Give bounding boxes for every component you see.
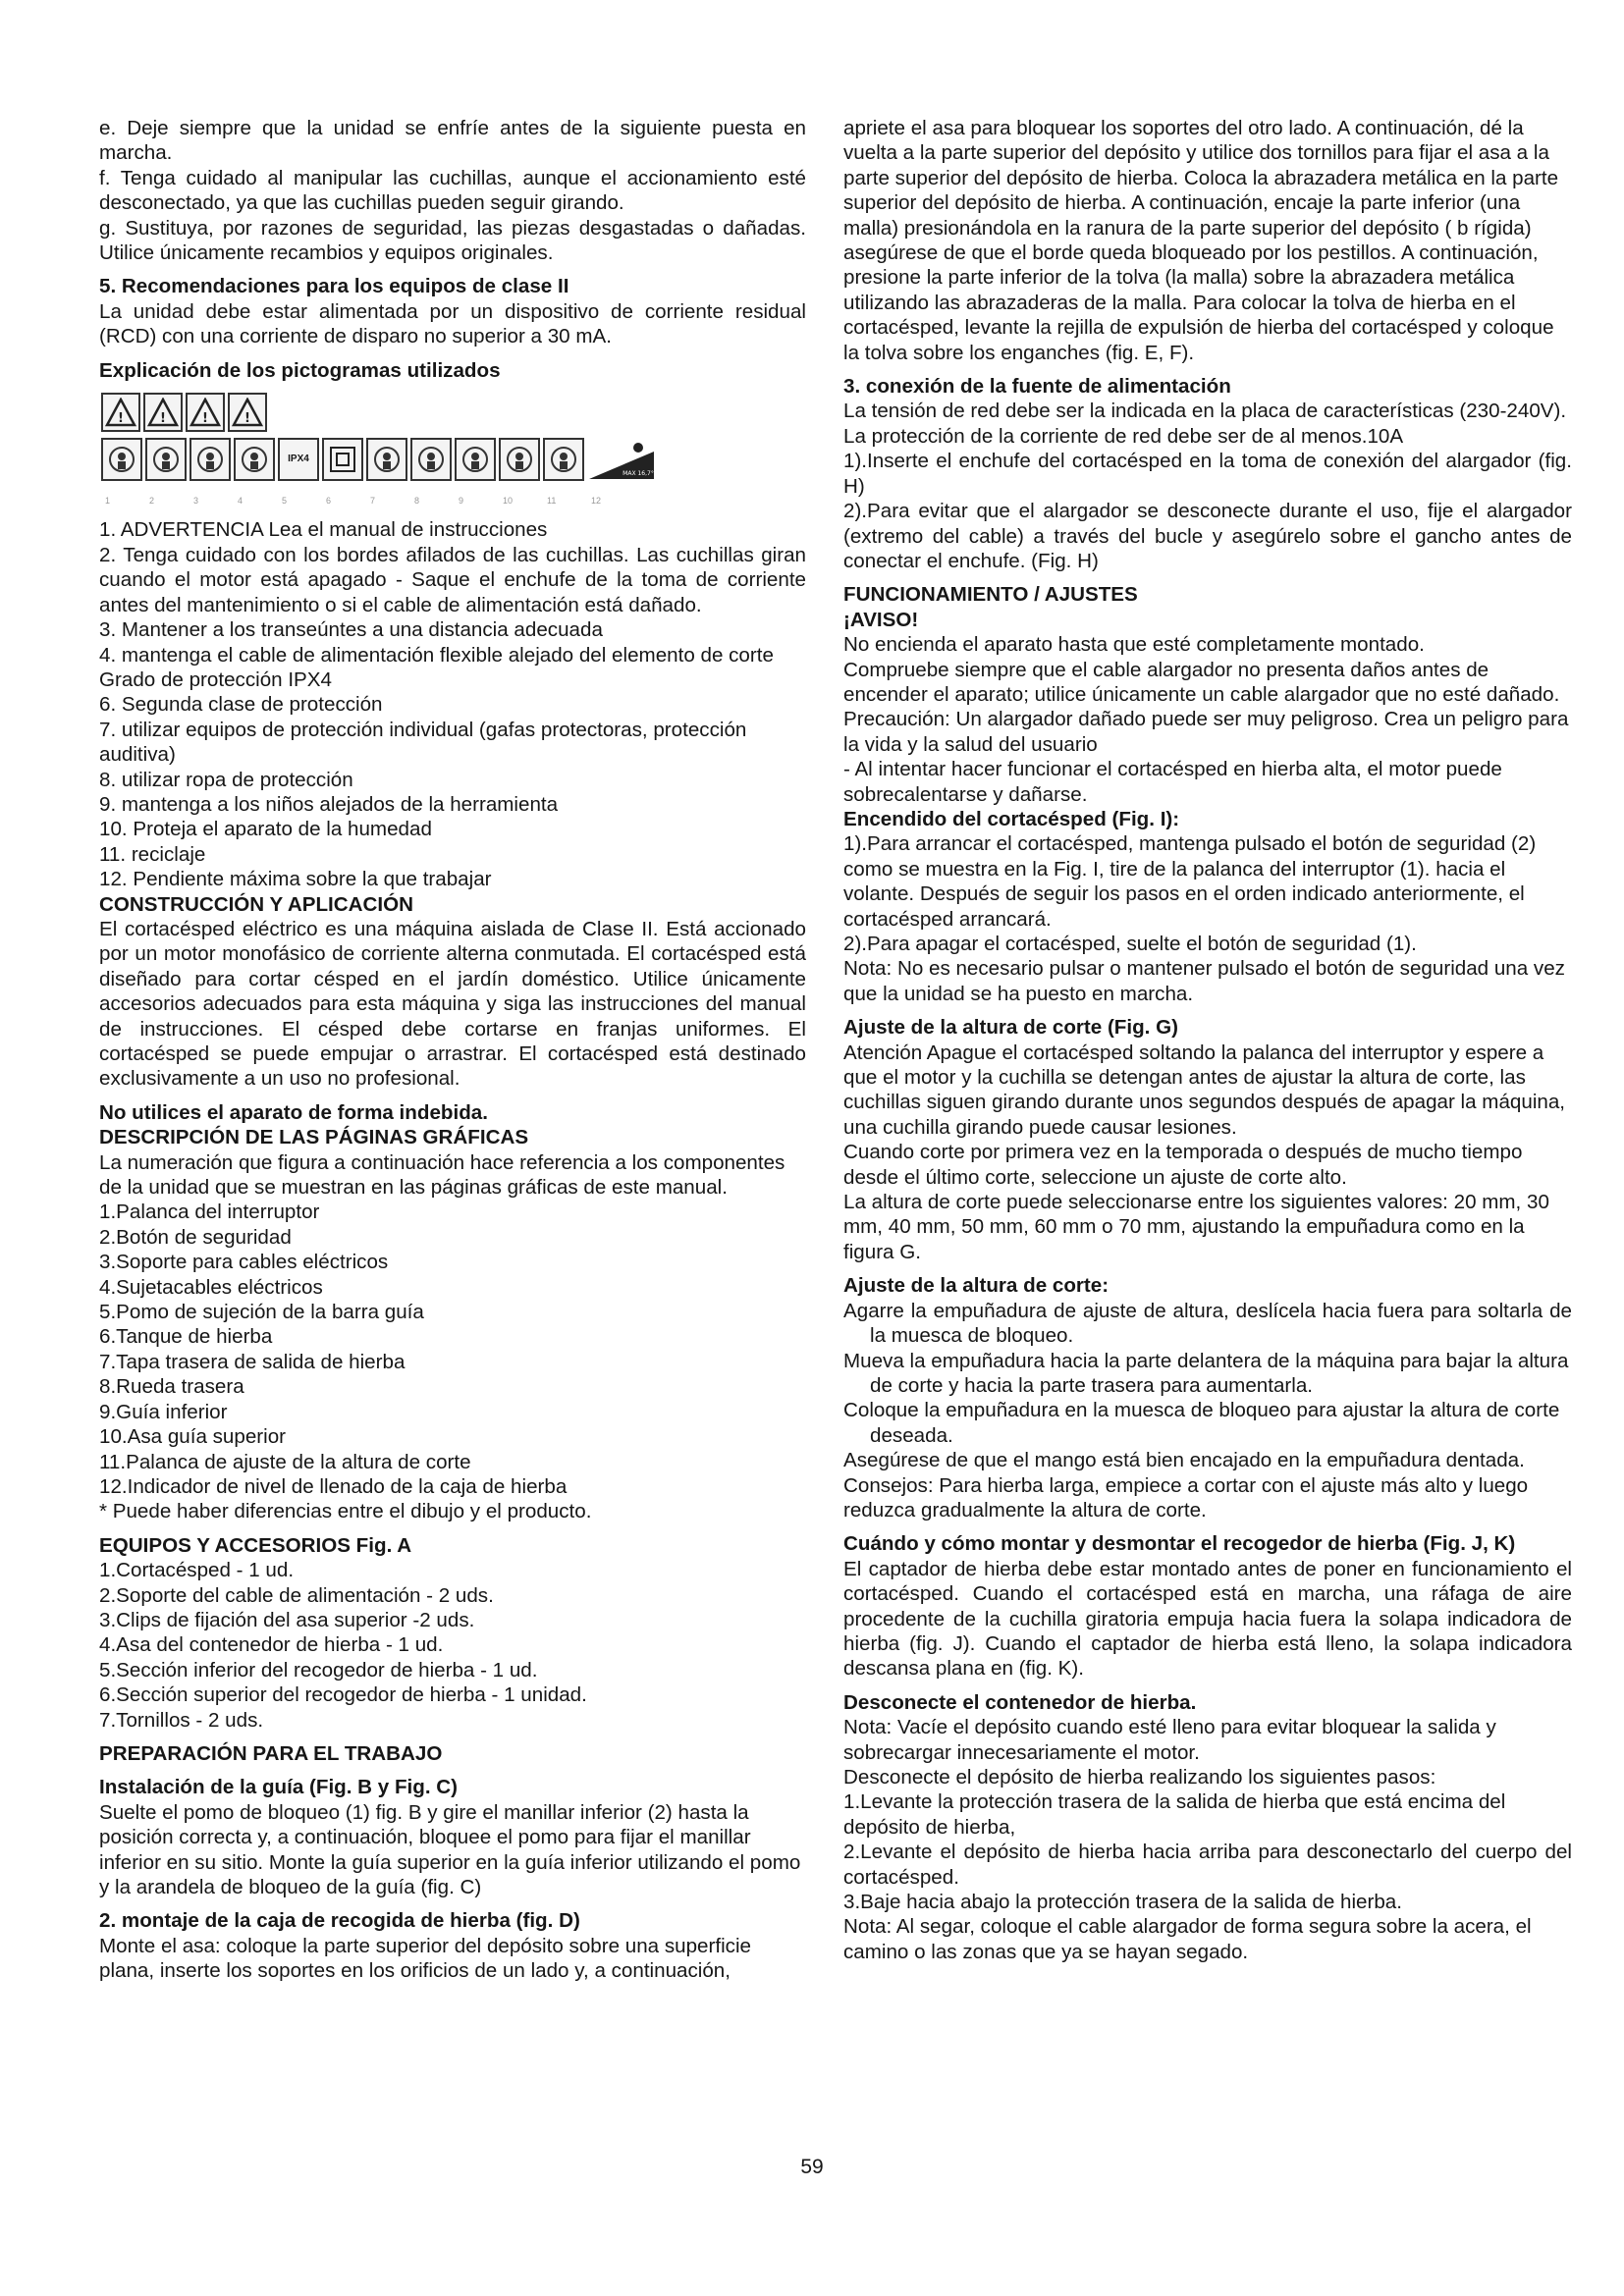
- ipx4-icon: IPX4: [278, 438, 319, 481]
- paragraph: Asegúrese de que el mango está bien encajado en la empuñadura dentada.: [843, 1449, 1525, 1472]
- paragraph: Precaución: Un alargador dañado puede ser muy peligroso. Crea un peligro para la vida y la salud del usuario: [843, 708, 1569, 756]
- paragraph: 11. reciclaje: [99, 842, 206, 866]
- section-heading: Ajuste de la altura de corte (Fig. G): [843, 1016, 1179, 1040]
- paragraph: Monte el asa: coloque la parte superior del depósito sobre una superficie plana, inserte los soportes en los orificios de un lado y, a continuación,: [99, 1934, 751, 1983]
- paragraph: 10.Asa guía superior: [99, 1425, 287, 1449]
- paragraph: 2.Soporte del cable de alimentación - 2 uds.: [99, 1583, 494, 1607]
- paragraph: 2.Botón de seguridad: [99, 1225, 292, 1249]
- paragraph: 6.Tanque de hierba: [99, 1325, 273, 1349]
- paragraph: 5.Sección inferior del recogedor de hierba - 1 ud.: [99, 1658, 538, 1682]
- section-heading: 2. montaje de la caja de recogida de hierba (fig. D): [99, 1909, 580, 1933]
- paragraph: Desconecte el depósito de hierba realizando los siguientes pasos:: [843, 1766, 1436, 1789]
- paragraph: La numeración que figura a continuación hace referencia a los componentes de la unidad que se muestran en las páginas gráficas de este manual.: [99, 1150, 785, 1200]
- paragraph: 3. Mantener a los transeúntes a una distancia adecuada: [99, 618, 603, 642]
- protective-clothing-icon: [410, 438, 452, 481]
- section-heading: Desconecte el contenedor de hierba.: [843, 1690, 1197, 1714]
- paragraph: La altura de corte puede seleccionarse entre los siguientes valores: 20 mm, 30 mm, 40 mm, 50 mm, 60 mm o 70 mm, ajustando la empuñadura como en la figura G.: [843, 1191, 1549, 1263]
- paragraph: 4. mantenga el cable de alimentación flexible alejado del elemento de corte: [99, 643, 774, 667]
- section-heading: No utilices el aparato de forma indebida.: [99, 1100, 488, 1124]
- paragraph: 7.Tapa trasera de salida de hierba: [99, 1350, 406, 1373]
- paragraph: 3.Soporte para cables eléctricos: [99, 1251, 389, 1274]
- paragraph: 1.Palanca del interruptor: [99, 1201, 320, 1224]
- paragraph: Compruebe siempre que el cable alargador no presenta daños antes de encender el aparato; utilice únicamente un cable alargador que no esté dañado.: [843, 658, 1560, 706]
- section-heading: 5. Recomendaciones para los equipos de clase II: [99, 275, 569, 298]
- paragraph: 11.Palanca de ajuste de la altura de corte: [99, 1450, 471, 1473]
- paragraph: 7. utilizar equipos de protección individual (gafas protectoras, protección auditiva): [99, 718, 747, 767]
- svg-text:!: !: [244, 411, 250, 427]
- pictogram-number: 5: [282, 496, 288, 507]
- paragraph: Mueva la empuñadura hacia la parte delantera de la máquina para bajar la altura de corte y hacia la parte trasera para aumentarla.: [843, 1349, 1569, 1397]
- paragraph: 2. Tenga cuidado con los bordes afilados de las cuchillas. Las cuchillas giran cuando el motor está apagado - Saque el enchufe de la toma de corriente antes del mantenimiento o si el cable de alimentación está dañado.: [99, 543, 806, 616]
- bystander-warning-icon: [186, 393, 225, 432]
- pictogram-number: 12: [591, 496, 602, 507]
- paragraph: apriete el asa para bloquear los soportes del otro lado. A continuación, dé la vuelta a la parte superior del depósito y utilice dos tornillos para fijar el asa a la parte superior del depósito de hierba. Coloca la abrazadera metálica en la parte superior del depósito de hierba. A continuación, encaje la parte inferior (una malla) presionándola en la ranura de la parte superior del depósito ( b rígida) asegúrese de que el borde queda bloqueado por los pestillos. A continuación, presione la parte inferior de la tolva (la malla) sobre la abrazadera metálica utilizando las abrazaderas de la malla. Para colocar la tolva de hierba en el cortacésped, levante la rejilla de expulsión de hierba del cortacésped y coloque la tolva sobre los enganches (fig. E, F).: [843, 117, 1559, 364]
- keep-children-away-icon: [455, 438, 496, 481]
- paragraph: g. Sustituya, por razones de seguridad, las piezas desgastadas o dañadas. Utilice únicamente recambios y equipos originales.: [99, 216, 806, 265]
- paragraph: - Al intentar hacer funcionar el cortacésped en hierba alta, el motor puede sobrecalentarse y dañarse.: [843, 758, 1502, 806]
- pictogram-number: 4: [238, 496, 244, 507]
- paragraph: Nota: Vacíe el depósito cuando esté lleno para evitar bloquear la salida y sobrecargar innecesariamente el motor.: [843, 1716, 1496, 1764]
- left-column: [99, 116, 806, 1984]
- paragraph: 1).Para arrancar el cortacésped, mantenga pulsado el botón de seguridad (2) como se muestra en la Fig. I, tire de la palanca del interruptor (1). hacia el volante. Después de seguir los pasos en el orden indicado anteriormente, el cortacésped arrancará.: [843, 832, 1537, 931]
- paragraph: 8.Rueda trasera: [99, 1375, 244, 1399]
- cable-icon: [234, 438, 275, 481]
- paragraph: 1. ADVERTENCIA Lea el manual de instrucciones: [99, 518, 548, 542]
- svg-text:!: !: [202, 411, 208, 427]
- section-heading: Encendido del cortacésped (Fig. I):: [843, 807, 1180, 830]
- paragraph: 9. mantenga a los niños alejados de la herramienta: [99, 792, 559, 816]
- pictogram-number: 7: [370, 496, 376, 507]
- paragraph: La tensión de red debe ser la indicada en la placa de características (230-240V). La protección de la corriente de red debe ser de al menos.10A: [843, 400, 1567, 448]
- pictogram-number: 6: [326, 496, 332, 507]
- paragraph: La unidad debe estar alimentada por un dispositivo de corriente residual (RCD) con una corriente de disparo no superior a 30 mA.: [99, 299, 806, 348]
- paragraph: El captador de hierba debe estar montado antes de poner en funcionamiento el cortacésped. Cuando el cortacésped está en marcha, una ráfaga de aire procedente de la cuchilla giratoria empuja hacia fuera la solapa indicadora de hierba (fig. J). Cuando el captador de hierba está lleno, la solapa indicadora descansa plana en (fig. K).: [843, 1557, 1572, 1681]
- blade-hazard-icon: [145, 438, 187, 481]
- paragraph: 5.Pomo de sujeción de la barra guía: [99, 1301, 424, 1324]
- manual-icon: [101, 438, 142, 481]
- section-heading: ¡AVISO!: [843, 608, 919, 631]
- pictogram-number: 1: [105, 496, 111, 507]
- page-number: 59: [800, 2156, 824, 2178]
- paragraph: e. Deje siempre que la unidad se enfríe antes de la siguiente puesta en marcha.: [99, 117, 806, 165]
- eye-ear-protection-icon: [366, 438, 407, 481]
- section-heading: EQUIPOS Y ACCESORIOS Fig. A: [99, 1533, 412, 1557]
- max-slope-icon: [587, 438, 656, 481]
- paragraph: 4.Sujetacables eléctricos: [99, 1275, 323, 1299]
- svg-text:MAX 16,7°: MAX 16,7°: [623, 470, 654, 478]
- paragraph: 2).Para evitar que el alargador se desconecte durante el uso, fije el alargador (extremo del cable) a través del bucle y asegúrelo sobre el gancho antes de conectar el enchufe. (Fig. H): [843, 500, 1572, 572]
- paragraph: 7.Tornillos - 2 uds.: [99, 1708, 264, 1732]
- paragraph: Suelte el pomo de bloqueo (1) fig. B y gire el manillar inferior (2) hasta la posición correcta y, a continuación, bloquee el pomo para fijar el manillar inferior en su sitio. Monte la guía superior en la guía inferior utilizando el pomo y la arandela de bloqueo de la guía (fig. C): [99, 1800, 801, 1898]
- pictogram-number: 10: [503, 496, 514, 507]
- paragraph: 3.Baje hacia abajo la protección trasera de la salida de hierba.: [843, 1891, 1402, 1914]
- recycle-icon: [543, 438, 584, 481]
- paragraph: El cortacésped eléctrico es una máquina aislada de Clase II. Está accionado por un motor monofásico de corriente alterna conmutada. El cortacésped está diseñado para cortar césped en el jardín doméstico. Utilice únicamente accesorios adecuados para esta máquina y siga las instrucciones del manual de instrucciones. El césped debe cortarse en franjas uniformes. El cortacésped se puede empujar o arrastrar. El cortacésped está destinado exclusivamente a un uso no profesional.: [99, 917, 806, 1091]
- double-insulation-icon: [322, 438, 363, 481]
- paragraph: Cuando corte por primera vez en la temporada o después de mucho tiempo desde el último corte, seleccione un ajuste de corte alto.: [843, 1141, 1523, 1189]
- pictogram-number: 9: [459, 496, 464, 507]
- section-heading: Cuándo y cómo montar y desmontar el recogedor de hierba (Fig. J, K): [843, 1532, 1516, 1556]
- section-heading: Instalación de la guía (Fig. B y Fig. C): [99, 1776, 459, 1799]
- paragraph: 2).Para apagar el cortacésped, suelte el botón de seguridad (1).: [843, 933, 1417, 955]
- paragraph: Grado de protección IPX4: [99, 667, 332, 691]
- paragraph: No encienda el aparato hasta que esté completamente montado.: [843, 633, 1425, 657]
- paragraph: Coloque la empuñadura en la muesca de bloqueo para ajustar la altura de corte deseada.: [843, 1399, 1560, 1447]
- paragraph: Agarre la empuñadura de ajuste de altura, deslícela hacia fuera para soltarla de la muesca de bloqueo.: [843, 1299, 1572, 1348]
- section-heading: Ajuste de la altura de corte:: [843, 1274, 1110, 1298]
- paragraph: Consejos: Para hierba larga, empiece a cortar con el ajuste más alto y luego reduzca gradualmente la altura de corte.: [843, 1473, 1529, 1522]
- cable-warning-icon: [228, 393, 267, 432]
- paragraph: * Puede haber diferencias entre el dibujo y el producto.: [99, 1500, 592, 1523]
- section-heading: FUNCIONAMIENTO / AJUSTES: [843, 583, 1138, 607]
- paragraph: 3.Clips de fijación del asa superior -2 uds.: [99, 1608, 475, 1631]
- section-heading: PREPARACIÓN PARA EL TRABAJO: [99, 1741, 443, 1765]
- no-rain-icon: [499, 438, 540, 481]
- paragraph: 4.Asa del contenedor de hierba - 1 ud.: [99, 1633, 444, 1657]
- paragraph: 8. utilizar ropa de protección: [99, 768, 353, 791]
- section-heading: 3. conexión de la fuente de alimentación: [843, 375, 1231, 399]
- svg-text:!: !: [160, 411, 166, 427]
- section-heading: DESCRIPCIÓN DE LAS PÁGINAS GRÁFICAS: [99, 1126, 529, 1149]
- section-heading: CONSTRUCCIÓN Y APLICACIÓN: [99, 892, 413, 916]
- paragraph: 6. Segunda clase de protección: [99, 693, 383, 717]
- paragraph: 12. Pendiente máxima sobre la que trabajar: [99, 868, 492, 891]
- pictogram-number: 3: [193, 496, 199, 507]
- paragraph: 9.Guía inferior: [99, 1400, 228, 1423]
- svg-text:!: !: [118, 411, 124, 427]
- paragraph: 1.Cortacésped - 1 ud.: [99, 1559, 295, 1582]
- pictogram-number: 8: [414, 496, 420, 507]
- paragraph: 1).Inserte el enchufe del cortacésped en la toma de conexión del alargador (fig. H): [843, 450, 1572, 498]
- paragraph: f. Tenga cuidado al manipular las cuchillas, aunque el accionamiento esté desconectado, ya que las cuchillas pueden seguir girando.: [99, 166, 806, 215]
- warning-triangle-icon: [101, 393, 140, 432]
- paragraph: Atención Apague el cortacésped soltando la palanca del interruptor y espere a que el motor y la cuchilla se detengan antes de ajustar la altura de corte, las cuchillas siguen girando durante unos segundos después de apagar la máquina, una cuchilla girando puede causar lesiones.: [843, 1041, 1566, 1139]
- pictogram-number: 2: [149, 496, 155, 507]
- paragraph: 12.Indicador de nivel de llenado de la caja de hierba: [99, 1474, 568, 1498]
- paragraph: Nota: Al segar, coloque el cable alargador de forma segura sobre la acera, el camino o las zonas que ya se hayan segado.: [843, 1915, 1532, 1963]
- blade-warning-icon: [143, 393, 183, 432]
- paragraph: 6.Sección superior del recogedor de hierba - 1 unidad.: [99, 1683, 587, 1707]
- section-heading: Explicación de los pictogramas utilizados: [99, 358, 501, 382]
- distance-icon: [189, 438, 231, 481]
- pictogram-strip: [101, 393, 806, 513]
- paragraph: 10. Proteja el aparato de la humedad: [99, 818, 432, 841]
- paragraph: Nota: No es necesario pulsar o mantener pulsado el botón de seguridad una vez que la unidad se ha puesto en marcha.: [843, 957, 1565, 1005]
- pictogram-number: 11: [547, 496, 557, 507]
- paragraph: 2.Levante el depósito de hierba hacia arriba para desconectarlo del cuerpo del cortacésped.: [843, 1841, 1572, 1889]
- paragraph: 1.Levante la protección trasera de la salida de hierba que está encima del depósito de hierba,: [843, 1790, 1506, 1839]
- right-column: [843, 116, 1572, 1964]
